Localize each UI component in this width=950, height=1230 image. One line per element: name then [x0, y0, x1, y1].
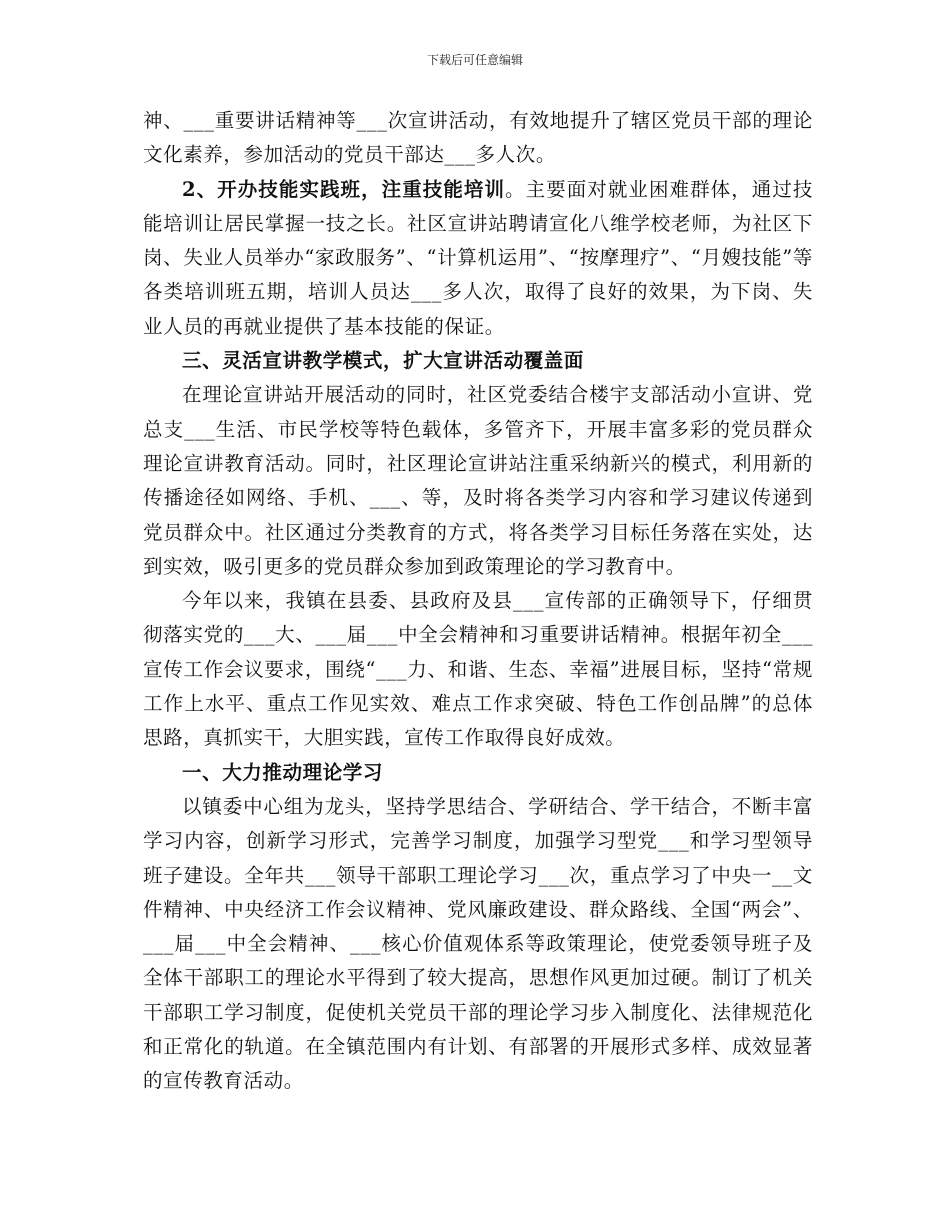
paragraph-lead-bold: 2、开办技能实践班，注重技能培训: [182, 177, 506, 201]
section-heading-1: 一、大力推动理论学习: [182, 760, 384, 784]
paragraph-body: 。主要面对就业困难群体，通过技能培训让居民掌握一技之长。社区宣讲站聘请宣化八维学校老师，为社区下岗、失业人员举办“家政服务”、“计算机运用”、“按摩理疗”、“月嫂技能”等各类培训班五期，培训人员达___多人次，取得了良好的效果，为下岗、失业人员的再就业提供了基本技能的保证。: [143, 177, 813, 338]
page-header-note: 下载后可任意编辑: [426, 53, 523, 67]
document-body: [143, 104, 813, 1099]
paragraph-outreach: 在理论宣讲站开展活动的同时，社区党委结合楼宇支部活动小宣讲、党总支___生活、市民学校等特色载体，多管齐下，开展丰富多彩的党员群众理论宣讲教育活动。同时，社区理论宣讲站注重采纳新兴的模式，利用新的传播途径如网络、手机、___、等，及时将各类学习内容和学习建议传递到党员群众中。社区通过分类教育的方式，将各类学习目标任务落在实处，达到实效，吸引更多的党员群众参加到政策理论的学习教育中。: [143, 383, 813, 578]
paragraph-theory-study: 以镇委中心组为龙头，坚持学思结合、学研结合、学干结合，不断丰富学习内容，创新学习形式，完善学习制度，加强学习型党___和学习型领导班子建设。全年共___领导干部职工理论学习___次，重点学习了中央一__文件精神、中央经济工作会议精神、党风廉政建设、群众路线、全国“两会”、___届___中全会精神、___核心价值观体系等政策理论，使党委领导班子及全体干部职工的理论水平得到了较大提高，思想作风更加过硬。制订了机关干部职工学习制度，促使机关党员干部的理论学习步入制度化、法律规范化和正常化的轨道。在全镇范围内有计划、有部署的开展形式多样、成效显著的宣传教育活动。: [143, 794, 813, 1093]
paragraph-continuation: 神、___重要讲话精神等___次宣讲活动，有效地提升了辖区党员干部的理论文化素养，参加活动的党员干部达___多人次。: [143, 109, 813, 167]
paragraph-skills-training: [143, 173, 813, 344]
section-heading-3: 三、灵活宣讲教学模式，扩大宣讲活动覆盖面: [182, 349, 585, 373]
paragraph-summary: 今年以来，我镇在县委、县政府及县___宣传部的正确领导下，仔细贯彻落实党的___大、___届___中全会精神和习重要讲话精神。根据年初全___宣传工作会议要求，围绕“___力、和谐、生态、幸福”进展目标，坚持“常规工作上水平、重点工作见实效、难点工作求突破、特色工作创品牌”的总体思路，真抓实干，大胆实践，宣传工作取得良好成效。: [143, 589, 813, 750]
